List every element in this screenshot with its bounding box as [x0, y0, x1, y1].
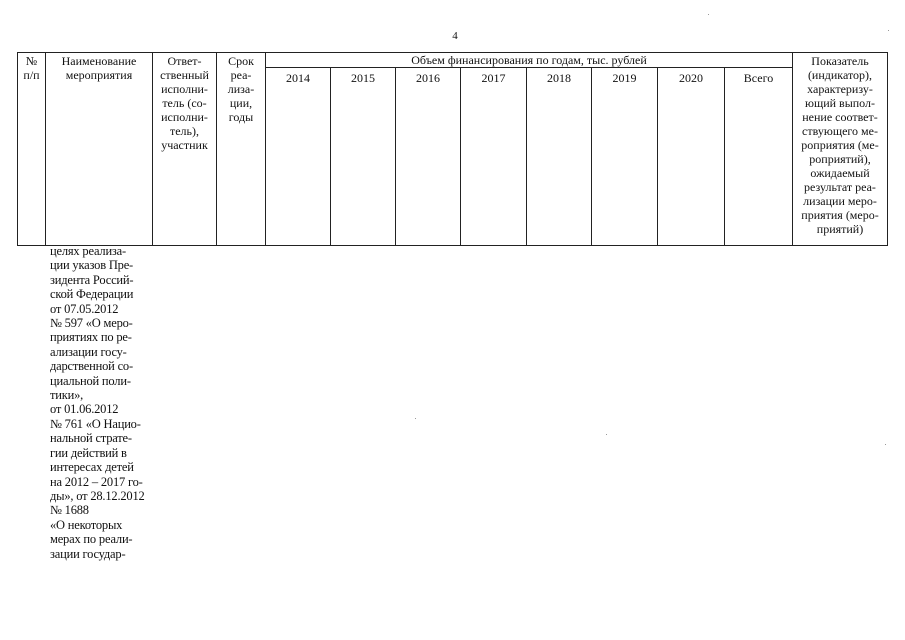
header-cell-year-2020: 2020	[658, 68, 725, 246]
scan-speck	[708, 14, 709, 15]
continuation-line: целях реализа-	[50, 244, 126, 258]
continuation-line: ции указов Пре-	[50, 258, 134, 273]
header-cell-year-2016: 2016	[396, 68, 461, 246]
financing-table	[17, 52, 888, 246]
continuation-line: от 01.06.2012	[50, 402, 119, 417]
header-cell-year-2018: 2018	[527, 68, 592, 246]
continuation-text	[50, 244, 170, 561]
continuation-line: «О некоторых	[50, 517, 123, 532]
header-cell-total: Всего	[725, 68, 793, 246]
continuation-line: дарственной со-	[50, 359, 133, 374]
continuation-line: интересах детей	[50, 460, 134, 475]
header-cell-indicator: Показатель (индикатор), характеризу- ющий выпол- нение соответ- ствующего ме- роприятия (ме- роприятий), ожидаемый результат реа- лизации меро- приятия (меро- приятий)	[793, 53, 888, 246]
continuation-line: ализации госу-	[50, 344, 127, 359]
header-cell-year-2014: 2014	[266, 68, 331, 246]
header-cell-responsible: Ответ- ственный исполни- тель (со- исполни- тель), участник	[153, 53, 217, 246]
continuation-line: приятиях по ре-	[50, 330, 132, 345]
scan-speck	[606, 434, 607, 435]
continuation-line: на 2012 – 2017 го-	[50, 474, 143, 489]
continuation-line: зидента Россий-	[50, 272, 134, 287]
scan-speck	[888, 30, 889, 31]
continuation-line: ды», от 28.12.2012	[50, 488, 145, 503]
header-cell-year-2019: 2019	[592, 68, 658, 246]
continuation-line: гии действий в	[50, 445, 127, 460]
header-cell-year-2015: 2015	[331, 68, 396, 246]
scan-speck	[415, 418, 416, 419]
table-header-row	[18, 53, 888, 68]
header-cell-financing: Объем финансирования по годам, тыс. рублей	[266, 53, 793, 68]
continuation-line: нальной страте-	[50, 431, 132, 446]
header-cell-term: Срок реа- лиза- ции, годы	[217, 53, 266, 246]
continuation-line: № 761 «О Нацио-	[50, 416, 141, 431]
continuation-line: № 597 «О меро-	[50, 316, 133, 331]
header-cell-number: № п/п	[18, 53, 46, 246]
page-number: 4	[452, 30, 458, 42]
continuation-line: циальной поли-	[50, 373, 131, 388]
continuation-line: № 1688	[50, 503, 89, 518]
header-cell-name: Наименование мероприятия	[46, 53, 153, 246]
continuation-line: зации государ-	[50, 546, 126, 561]
header-cell-year-2017: 2017	[461, 68, 527, 246]
continuation-line: тики»,	[50, 388, 84, 403]
continuation-line: ской Федерации	[50, 287, 134, 302]
scan-speck	[885, 444, 886, 445]
continuation-line: мерах по реали-	[50, 532, 133, 547]
continuation-line: от 07.05.2012	[50, 301, 119, 316]
